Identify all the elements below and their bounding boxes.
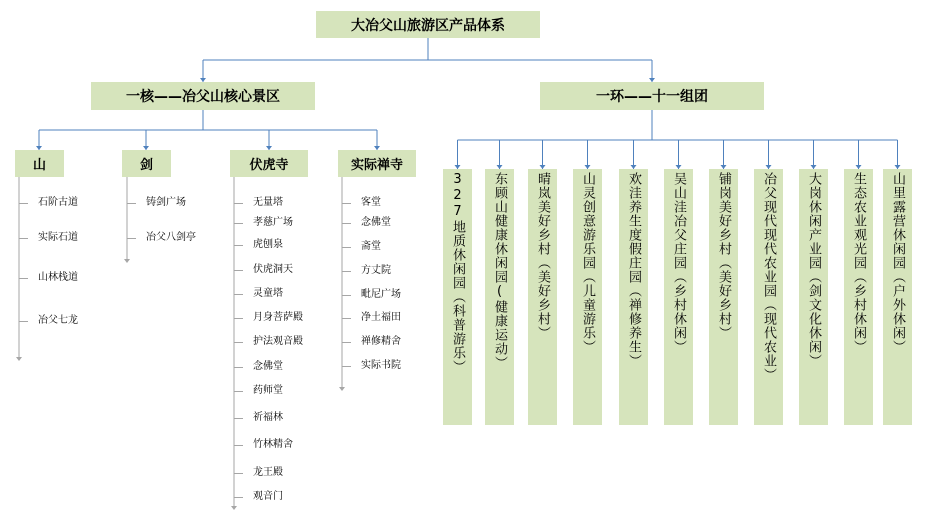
leaf-tick bbox=[342, 342, 351, 343]
leaf-item: 斋堂 bbox=[361, 241, 381, 252]
leaf-tick bbox=[342, 247, 351, 248]
leaf-tick bbox=[234, 223, 243, 224]
leaf-item: 药师堂 bbox=[253, 385, 283, 396]
leaf-spine-arrow-0 bbox=[16, 357, 22, 361]
leaf-tick bbox=[234, 473, 243, 474]
leaf-tick bbox=[342, 318, 351, 319]
leaf-tick bbox=[234, 342, 243, 343]
leaf-item: 铸剑广场 bbox=[146, 197, 186, 208]
cluster-node: 吴山洼冶父庄园（乡村休闲） bbox=[664, 169, 693, 425]
leaf-item: 禅修精舍 bbox=[361, 336, 401, 347]
leaf-tick bbox=[342, 366, 351, 367]
leaf-tick bbox=[19, 278, 28, 279]
core-node: 一核——冶父山核心景区 bbox=[91, 82, 315, 110]
cluster-node: 山里露营休闲园（户外休闲） bbox=[883, 169, 912, 425]
leaf-tick bbox=[234, 391, 243, 392]
cluster-node: 327地质休闲园（科普游乐） bbox=[443, 169, 472, 425]
group-node-fuhu-temple: 伏虎寺 bbox=[230, 150, 308, 177]
leaf-item: 实际书院 bbox=[361, 360, 401, 371]
leaf-tick bbox=[19, 203, 28, 204]
leaf-item: 祈福林 bbox=[253, 412, 283, 423]
leaf-tick bbox=[342, 203, 351, 204]
leaf-item: 念佛堂 bbox=[253, 361, 283, 372]
leaf-tick bbox=[342, 223, 351, 224]
leaf-spine-arrow-1 bbox=[124, 259, 130, 263]
leaf-item: 方丈院 bbox=[361, 265, 391, 276]
leaf-item: 竹林精舍 bbox=[253, 439, 293, 450]
leaf-item: 石阶古道 bbox=[38, 197, 78, 208]
leaf-tick bbox=[127, 203, 136, 204]
cluster-node: 东顾山健康休闲园(健康运动） bbox=[485, 169, 514, 425]
leaf-item: 毗尼广场 bbox=[361, 289, 401, 300]
leaf-tick bbox=[342, 271, 351, 272]
leaf-tick bbox=[234, 245, 243, 246]
cluster-node: 生态农业观光园（乡村休闲） bbox=[844, 169, 873, 425]
leaf-item: 客堂 bbox=[361, 197, 381, 208]
leaf-tick bbox=[234, 445, 243, 446]
leaf-tick bbox=[234, 270, 243, 271]
cluster-node: 山灵创意游乐园（儿童游乐） bbox=[573, 169, 602, 425]
leaf-spine-arrow-3 bbox=[339, 387, 345, 391]
leaf-tick bbox=[19, 321, 28, 322]
group-node-sword: 剑 bbox=[122, 150, 171, 177]
leaf-item: 山林栈道 bbox=[38, 272, 78, 283]
leaf-item: 念佛堂 bbox=[361, 217, 391, 228]
leaf-item: 伏虎洞天 bbox=[253, 264, 293, 275]
leaf-tick bbox=[234, 294, 243, 295]
cluster-node: 欢洼养生度假庄园（禅修养生） bbox=[619, 169, 648, 425]
leaf-item: 护法观音殿 bbox=[253, 336, 303, 347]
leaf-tick bbox=[234, 203, 243, 204]
root-node: 大冶父山旅游区产品体系 bbox=[316, 11, 540, 38]
leaf-item: 龙王殿 bbox=[253, 467, 283, 478]
leaf-tick bbox=[234, 318, 243, 319]
leaf-item: 孝慈广场 bbox=[253, 217, 293, 228]
leaf-tick bbox=[127, 238, 136, 239]
group-node-shiji-temple: 实际禅寺 bbox=[338, 150, 416, 177]
leaf-item: 净土福田 bbox=[361, 312, 401, 323]
leaf-item: 月身菩萨殿 bbox=[253, 312, 303, 323]
leaf-spine-arrow-2 bbox=[231, 506, 237, 510]
leaf-item: 实际石道 bbox=[38, 232, 78, 243]
leaf-item: 无量塔 bbox=[253, 197, 283, 208]
ring-node: 一环——十一组团 bbox=[540, 82, 764, 110]
cluster-node: 冶父现代现代农业园（现代农业） bbox=[754, 169, 783, 425]
leaf-item: 冶父七龙 bbox=[38, 315, 78, 326]
cluster-node: 晴岚美好乡村（美好乡村） bbox=[528, 169, 557, 425]
leaf-item: 观音门 bbox=[253, 491, 283, 502]
group-node-mountain: 山 bbox=[15, 150, 64, 177]
leaf-tick bbox=[234, 497, 243, 498]
leaf-tick bbox=[342, 295, 351, 296]
cluster-node: 铺岗美好乡村（美好乡村） bbox=[709, 169, 738, 425]
leaf-tick bbox=[19, 238, 28, 239]
cluster-node: 大岗休闲产业园（剑文化休闲） bbox=[799, 169, 828, 425]
leaf-item: 虎刨泉 bbox=[253, 239, 283, 250]
leaf-item: 冶父八剑亭 bbox=[146, 232, 196, 243]
leaf-tick bbox=[234, 418, 243, 419]
leaf-item: 灵童塔 bbox=[253, 288, 283, 299]
leaf-tick bbox=[234, 367, 243, 368]
